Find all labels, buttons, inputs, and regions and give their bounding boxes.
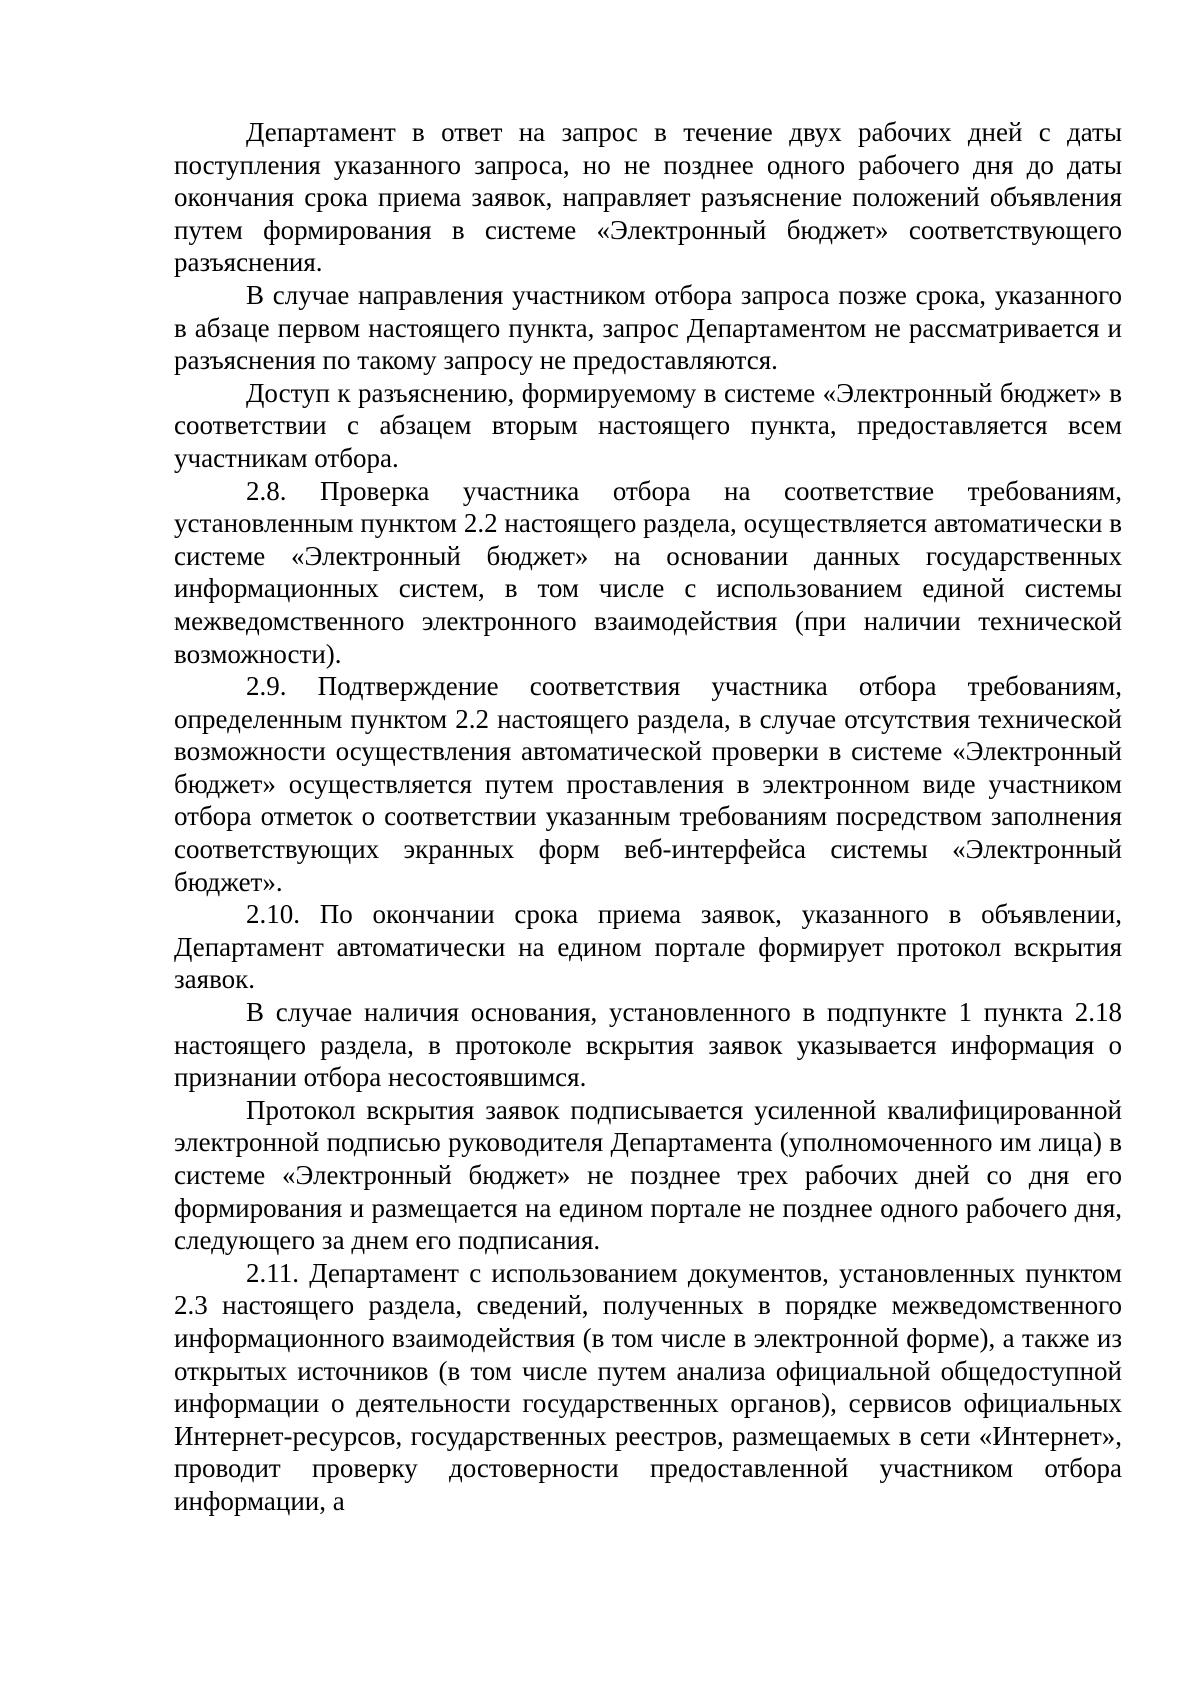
paragraph-2-9: 2.9. Подтверждение соответствия участника отбора требованиям, определенным пунктом 2.2 настоящего раздела, в случае отсутствия технической возможности осуществления автоматической проверки в системе «Электронный бюджет» осуществляется путем проставления в электронном виде участником отбора отметок о соответствии указанным требованиям посредством заполнения соответствующих экранных форм веб-интерфейса системы «Электронный бюджет». — [174, 671, 1122, 897]
document-body — [174, 116, 1122, 1518]
paragraph-2-8: 2.8. Проверка участника отбора на соответствие требованиям, установленным пунктом 2.2 настоящего раздела, осуществляется автоматически в системе «Электронный бюджет» на основании данных государственных информационных систем, в том числе с использованием единой системы межведомственного электронного взаимодействия (при наличии технической возможности). — [174, 475, 1122, 669]
paragraph-clarification-response: Департамент в ответ на запрос в течение двух рабочих дней с даты поступления указанного запроса, но не позднее одного рабочего дня до даты окончания срока приема заявок, направляет разъяснение положений объявления путем формирования в системе «Электронный бюджет» соответствующего разъяснения. — [174, 117, 1122, 278]
paragraph-2-11: 2.11. Департамент с использованием документов, установленных пунктом 2.3 настоящего раздела, сведений, полученных в порядке межведомственного информационного взаимодействия (в том числе в электронной форме), а также из открытых источников (в том числе путем анализа официальной общедоступной информации о деятельности государственных органов), сервисов официальных Интернет-ресурсов, государственных реестров, размещаемых в сети «Интернет», проводит проверку достоверности предоставленной участником отбора информации, а — [174, 1257, 1122, 1516]
paragraph-late-request: В случае направления участником отбора запроса позже срока, указанного в абзаце первом настоящего пункта, запрос Департаментом не рассматривается и разъяснения по такому запросу не предоставляются. — [174, 279, 1122, 376]
paragraph-protocol-signing: Протокол вскрытия заявок подписывается усиленной квалифицированной электронной подписью руководителя Департамента (уполномоченного им лица) в системе «Электронный бюджет» не позднее трех рабочих дней со дня его формирования и размещается на едином портале не позднее одного рабочего дня, следующего за днем его подписания. — [174, 1094, 1122, 1256]
paragraph-failed-selection: В случае наличия основания, установленного в подпункте 1 пункта 2.18 настоящего раздела, в протоколе вскрытия заявок указывается информация о признании отбора несостоявшимся. — [174, 997, 1122, 1093]
paragraph-2-10: 2.10. По окончании срока приема заявок, указанного в объявлении, Департамент автоматически на едином портале формирует протокол вскрытия заявок. — [174, 899, 1122, 995]
paragraph-clarification-access: Доступ к разъяснению, формируемому в системе «Электронный бюджет» в соответствии с абзацем вторым настоящего пункта, предоставляется всем участникам отбора. — [174, 377, 1122, 473]
